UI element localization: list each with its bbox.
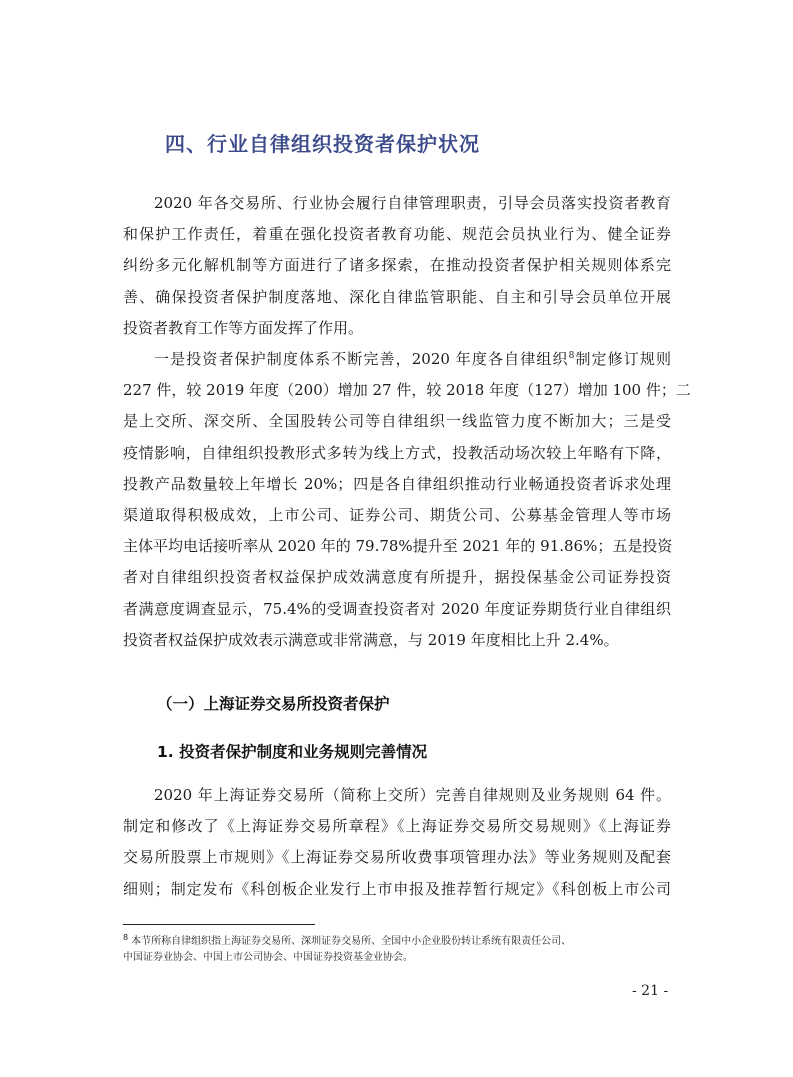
paragraph-line: 2020 年各交易所、行业协会履行自律管理职责，引导会员落实投资者教育 [154, 194, 671, 212]
paragraph-text: 一是投资者保护制度体系不断完善，2020 年度各自律组织 [154, 350, 569, 368]
paragraph-line: 投资者权益保护成效表示满意或非常满意，与 2019 年度相比上升 2.4%。 [123, 630, 619, 649]
paragraph-line: 渠道取得积极成效，上市公司、证券公司、期货公司、公募基金管理人等市场 [123, 506, 671, 525]
paragraph-line: 投资者教育工作等方面发挥了作用。 [123, 318, 364, 337]
paragraph-line: 是上交所、深交所、全国股转公司等自律组织一线监管力度不断加大；三是受 [123, 412, 671, 431]
paragraph-line: 疫情影响，自律组织投教形式多转为线上方式，投教活动场次较上年略有下降， [123, 443, 671, 462]
paragraph-line: 2020 年上海证券交易所（简称上交所）完善自律规则及业务规则 64 件。 [154, 786, 671, 804]
paragraph-line: 者满意度调查显示，75.4%的受调查投资者对 2020 年度证券期货行业自律组织 [123, 599, 671, 618]
footnote-line: 中国证券业协会、中国上市公司协会、中国证券投资基金业协会。 [123, 952, 413, 963]
paragraph-line: 善、确保投资者保护制度落地、深化自律监管职能、自主和引导会员单位开展 [123, 287, 671, 306]
footnote-line [123, 934, 683, 950]
paragraph-line [123, 344, 671, 375]
paragraph-line: 者对自律组织投资者权益保护成效满意度有所提升，据投保基金公司证券投资 [123, 568, 671, 587]
sub-subsection-title: 1. 投资者保护制度和业务规则完善情况 [157, 743, 428, 761]
paragraph-text: 制定修订规则 [574, 350, 671, 368]
paragraph-2 [123, 344, 691, 656]
footnote-number: 8 [123, 932, 129, 942]
footnote-reference[interactable]: 8 [568, 351, 575, 361]
subsection-title: （一）上海证券交易所投资者保护 [157, 695, 390, 713]
page-number: - 21 - [632, 983, 669, 999]
footnote-divider [123, 924, 315, 925]
paragraph-line: 227 件，较 2019 年度（200）增加 27 件，较 2018 年度（127）增加 100 件；二 [123, 381, 691, 400]
paragraph-3 [123, 780, 671, 905]
paragraph-line: 主体平均电话接听率从 2020 年的 79.78%提升至 2021 年的 91.86%；五是投资 [123, 537, 673, 556]
paragraph-line: 纠纷多元化解机制等方面进行了诸多探索，在推动投资者保护相关规则体系完 [123, 256, 671, 275]
paragraph-line: 制定和修改了《上海证券交易所章程》《上海证券交易所交易规则》《上海证券 [123, 817, 671, 836]
footnote-text: 本节所称自律组织指上海证券交易所、深圳证券交易所、全国中小企业股份转让系统有限责任公司、 [131, 936, 572, 947]
paragraph-line: 交易所股票上市规则》《上海证券交易所收费事项管理办法》等业务规则及配套 [123, 848, 671, 867]
paragraph-line: 投教产品数量较上年增长 20%；四是各自律组织推动行业畅通投资者诉求处理 [123, 474, 671, 493]
paragraph-1 [123, 188, 671, 344]
section-title: 四、行业自律组织投资者保护状况 [165, 132, 480, 156]
footnote [123, 934, 683, 966]
paragraph-line: 和保护工作责任，着重在强化投资者教育功能、规范会员执业行为、健全证券 [123, 225, 671, 244]
paragraph-line: 细则；制定发布《科创板企业发行上市申报及推荐暂行规定》《科创板上市公司 [123, 879, 671, 898]
